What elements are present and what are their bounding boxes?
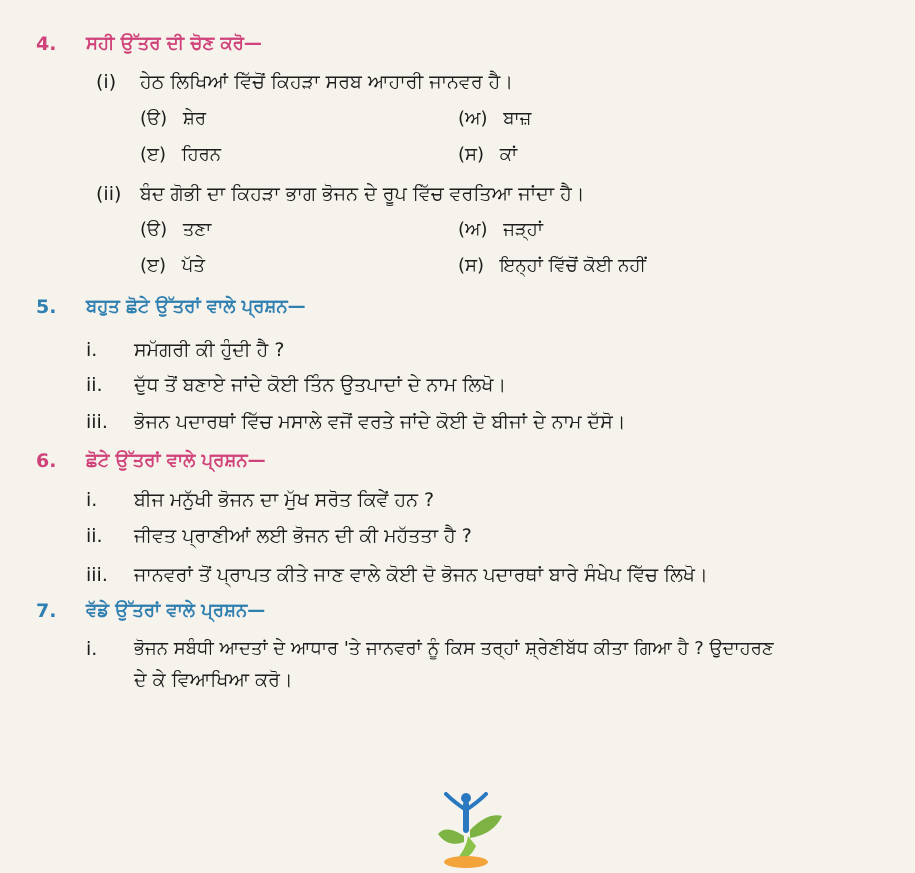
q6-item-iii-roman: iii.: [86, 564, 108, 586]
q6-item-i-text: ਬੀਜ ਮਨੁੱਖੀ ਭੋਜਨ ਦਾ ਮੁੱਖ ਸਰੋਤ ਕਿਵੇਂ ਹਨ ?: [134, 489, 435, 511]
question-7-title: ਵੱਡੇ ਉੱਤਰਾਂ ਵਾਲੇ ਪ੍ਰਸ਼ਨ—: [86, 600, 266, 621]
option-text: ਕਾਂ: [499, 144, 518, 165]
option-label: (ੳ): [140, 108, 168, 129]
q5-item-i-roman: i.: [86, 339, 98, 361]
option-text: ਤਣਾ: [182, 219, 212, 240]
q5-item-iii-text: ਭੋਜਨ ਪਦਾਰਥਾਂ ਵਿੱਚ ਮਸਾਲੇ ਵਜੋਂ ਵਰਤੇ ਜਾਂਦੇ ਕੋਈ ਦੋ ਬੀਜਾਂ ਦੇ ਨਾਮ ਦੱਸੋ।: [134, 411, 626, 433]
option-text: ਜੜ੍ਹਾਂ: [503, 219, 543, 240]
option-text: ਇਨ੍ਹਾਂ ਵਿੱਚੋਂ ਕੋਈ ਨਹੀਂ: [499, 255, 646, 276]
q7-item-i-text-line1: ਭੋਜਨ ਸਬੰਧੀ ਆਦਤਾਂ ਦੇ ਆਧਾਰ 'ਤੇ ਜਾਨਵਰਾਂ ਨੂੰ ਕਿਸ ਤਰ੍ਹਾਂ ਸ਼੍ਰੇਣੀਬੱਧ ਕੀਤਾ ਗਿਆ ਹੈ ? ਉਦਾਹਰਣ: [134, 638, 774, 659]
question-7-number: 7.: [36, 600, 57, 622]
q4-ii-option-c: [140, 254, 205, 278]
option-label: (ੳ): [140, 219, 168, 240]
q4-part-i-question: ਹੇਠ ਲਿਖਿਆਂ ਵਿੱਚੋਂ ਕਿਹੜਾ ਸਰਬ ਆਹਾਰੀ ਜਾਨਵਰ ਹੈ।: [140, 71, 514, 93]
question-5-title: ਬਹੁਤ ਛੋਟੇ ਉੱਤਰਾਂ ਵਾਲੇ ਪ੍ਰਸ਼ਨ—: [86, 296, 306, 317]
option-label: (ੲ): [140, 144, 167, 165]
option-text: ਹਿਰਨ: [181, 144, 222, 165]
q4-i-option-c: [140, 143, 221, 167]
q6-item-iii-text: ਜਾਨਵਰਾਂ ਤੋਂ ਪ੍ਰਾਪਤ ਕੀਤੇ ਜਾਣ ਵਾਲੇ ਕੋਈ ਦੋ ਭੋਜਨ ਪਦਾਰਥਾਂ ਬਾਰੇ ਸੰਖੇਪ ਵਿੱਚ ਲਿਖੋ।: [134, 564, 708, 586]
question-6-number: 6.: [36, 450, 57, 472]
q5-item-iii-roman: iii.: [86, 411, 108, 433]
option-label: (ੲ): [140, 255, 167, 276]
q6-item-ii-text: ਜੀਵਤ ਪ੍ਰਾਣੀਆਂ ਲਈ ਭੋਜਨ ਦੀ ਕੀ ਮਹੱਤਤਾ ਹੈ ?: [134, 525, 472, 547]
q4-i-option-b: [458, 107, 531, 131]
question-4-number: 4.: [36, 33, 57, 55]
option-text: ਪੱਤੇ: [181, 255, 205, 276]
q6-item-i-roman: i.: [86, 489, 98, 511]
q4-ii-option-d: [458, 254, 646, 278]
q4-i-option-a: [140, 107, 206, 131]
question-4-title: ਸਹੀ ਉੱਤਰ ਦੀ ਚੋਣ ਕਰੋ—: [86, 33, 262, 54]
q5-item-i-text: ਸਮੱਗਰੀ ਕੀ ਹੁੰਦੀ ਹੈ ?: [134, 339, 285, 361]
q7-item-i-roman: i.: [86, 638, 98, 660]
q7-item-i-text-line2: ਦੇ ਕੇ ਵਿਆਖਿਆ ਕਰੋ।: [134, 669, 293, 691]
question-5-number: 5.: [36, 296, 57, 318]
question-6-title: ਛੋਟੇ ਉੱਤਰਾਂ ਵਾਲੇ ਪ੍ਰਸ਼ਨ—: [86, 450, 266, 471]
q4-part-i-roman: (i): [96, 71, 117, 93]
q4-i-option-d: [458, 143, 517, 167]
option-text: ਬਾਜ਼: [503, 108, 532, 129]
option-label: (ਸ): [458, 144, 485, 165]
q4-ii-option-a: [140, 218, 211, 242]
q5-item-ii-roman: ii.: [86, 374, 103, 396]
q4-ii-option-b: [458, 218, 543, 242]
q6-item-ii-roman: ii.: [86, 525, 103, 547]
sprout-figure-logo-icon: [436, 790, 506, 870]
option-label: (ਸ): [458, 255, 485, 276]
option-label: (ਅ): [458, 108, 488, 129]
q5-item-ii-text: ਦੁੱਧ ਤੋਂ ਬਣਾਏ ਜਾਂਦੇ ਕੋਈ ਤਿੰਨ ਉਤਪਾਦਾਂ ਦੇ ਨਾਮ ਲਿਖੋ।: [134, 374, 507, 396]
option-label: (ਅ): [458, 219, 488, 240]
q4-part-ii-roman: (ii): [96, 183, 122, 205]
option-text: ਸ਼ੇਰ: [182, 108, 207, 129]
q4-part-ii-question: ਬੰਦ ਗੋਭੀ ਦਾ ਕਿਹੜਾ ਭਾਗ ਭੋਜਨ ਦੇ ਰੂਪ ਵਿੱਚ ਵਰਤਿਆ ਜਾਂਦਾ ਹੈ।: [140, 183, 585, 205]
